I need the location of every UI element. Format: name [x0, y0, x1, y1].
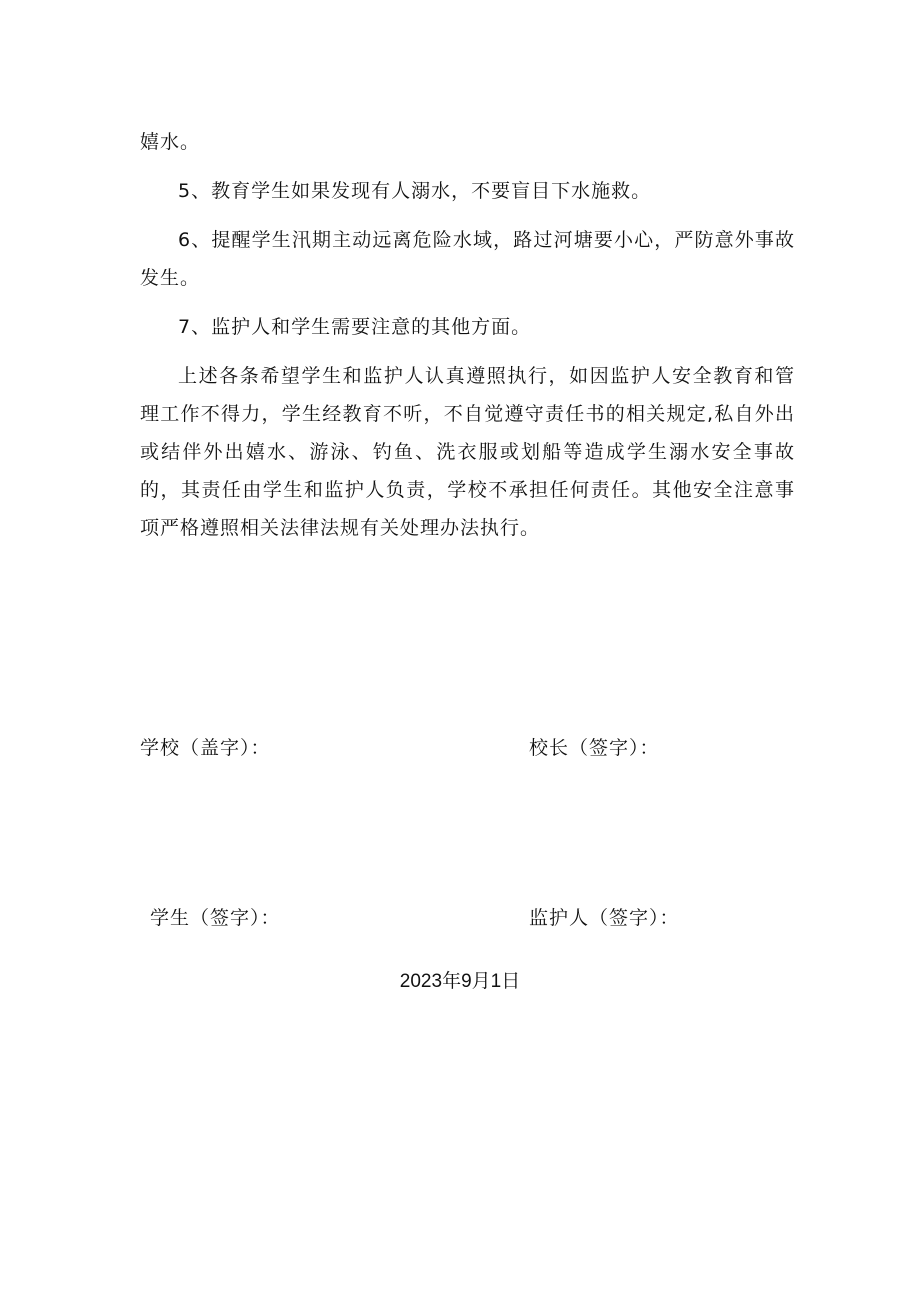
- document-date: 2023年9月1日: [399, 971, 521, 992]
- body-text: [140, 123, 795, 558]
- paragraph-item-6: 6、提醒学生汛期主动远离危险水域，路过河塘要小心，严防意外事故发生。: [140, 229, 795, 289]
- student-signature-label: 学生（签字）：: [150, 907, 281, 929]
- school-seal-label: 学校（盖字）：: [140, 737, 271, 759]
- principal-signature-label: 校长（签字）：: [529, 737, 660, 759]
- guardian-signature-label: 监护人（签字）：: [529, 907, 680, 929]
- paragraph-continuation: 嬉水。: [140, 131, 201, 153]
- paragraph-item-5: 5、教育学生如果发现有人溺水，不要盲目下水施救。: [178, 180, 652, 202]
- paragraph-summary: 上述各条希望学生和监护人认真遵照执行，如因监护人安全教育和管理工作不得力，学生经教育不听，不自觉遵守责任书的相关规定,私自外出或结伴外出嬉水、游泳、钓鱼、洗衣服或划船等造成学生溺水安全事故的，其责任由学生和监护人负责，学校不承担任何责任。其他安全注意事项严格遵照相关法律法规有关处理办法执行。: [140, 365, 795, 539]
- paragraph-item-7: 7、监护人和学生需要注意的其他方面。: [178, 316, 532, 338]
